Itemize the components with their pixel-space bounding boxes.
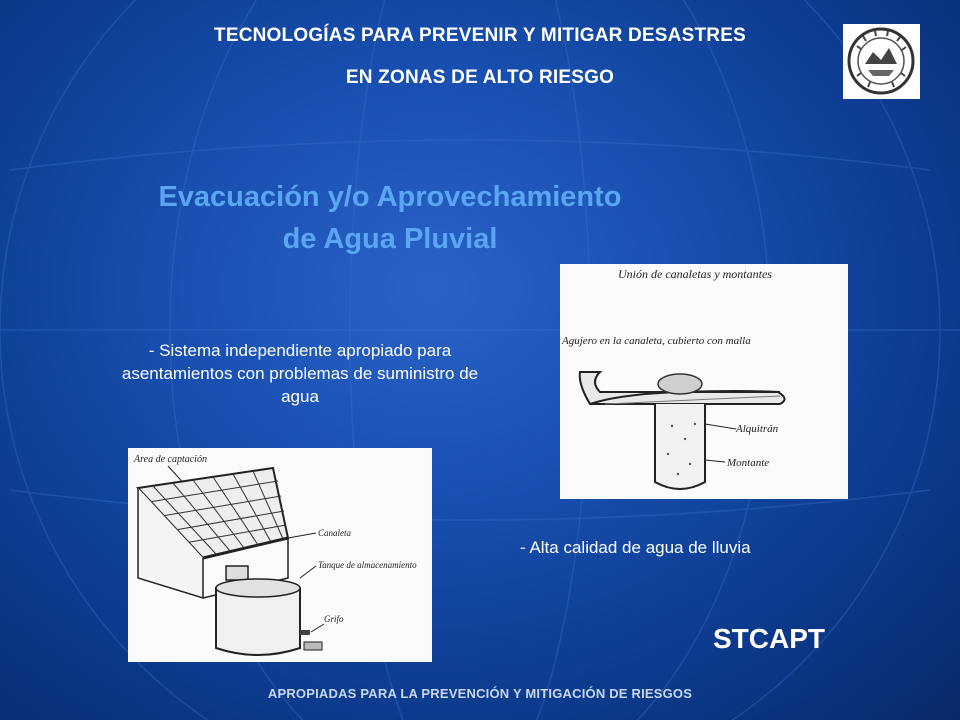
- gutter-downspout-diagram: [560, 264, 848, 499]
- slide-footer: APROPIADAS PARA LA PREVENCIÓN Y MITIGACIÓN DE RIESGOS: [267, 686, 693, 701]
- bullet-independent-system: - Sistema independiente apropiado para asentamientos con problemas de suministro de agua: [121, 341, 479, 406]
- system-diagram-area-label: Area de captación: [134, 454, 207, 465]
- gutter-diagram-caption: Unión de canaletas y montantes: [618, 267, 772, 281]
- gutter-diagram-tar-label: Alquitrán: [736, 423, 779, 435]
- gutter-diagram-hole-label: Agujero en la canaleta, cubierto con malla: [562, 335, 751, 347]
- slide-title: [70, 176, 710, 260]
- system-diagram-tank-label: Tanque de almacenamiento: [318, 560, 417, 570]
- header-line-1: TECNOLOGÍAS PARA PREVENIR Y MITIGAR DESASTRES: [214, 25, 746, 46]
- system-diagram-gutter-label: Canaleta: [318, 528, 351, 538]
- bullet-water-quality: - Alta calidad de agua de lluvia: [520, 538, 751, 557]
- header-line-2: EN ZONAS DE ALTO RIESGO: [345, 67, 615, 88]
- brand-label: STCAPT: [713, 623, 825, 654]
- gutter-diagram-pipe-label: Montante: [727, 457, 770, 469]
- rainwater-collection-diagram: [128, 448, 432, 662]
- university-seal-logo: [843, 24, 920, 99]
- system-diagram-tap-label: Grifo: [324, 614, 344, 624]
- slide-title-line-1: Evacuación y/o Aprovechamiento: [158, 181, 622, 213]
- slide-title-line-2: de Agua Pluvial: [282, 223, 498, 255]
